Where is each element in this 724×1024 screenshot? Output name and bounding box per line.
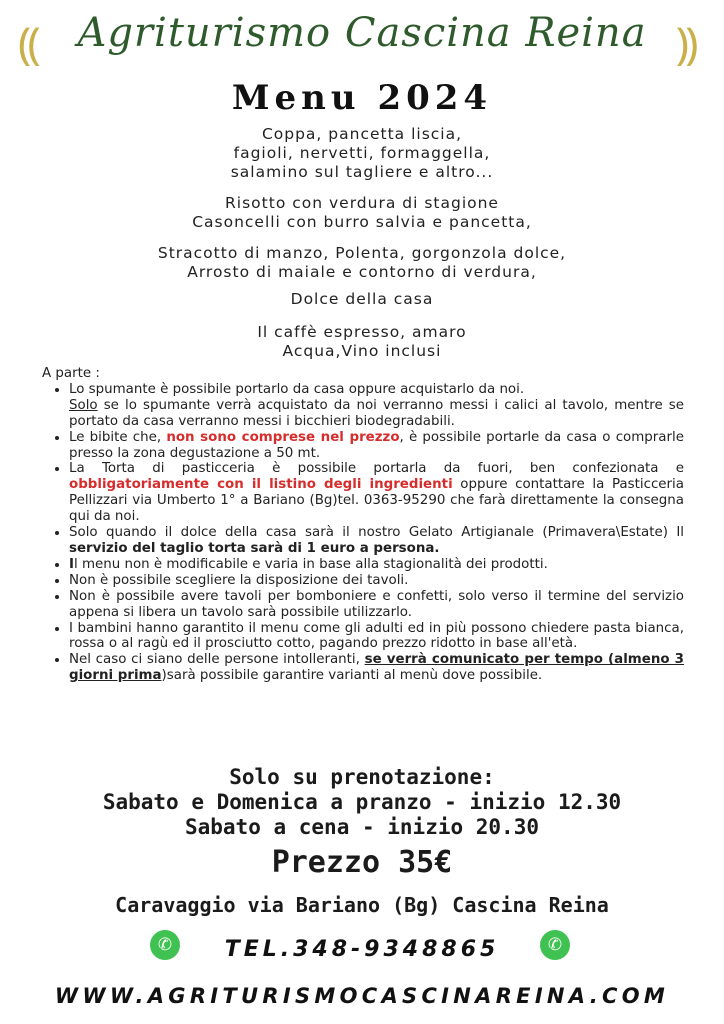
booking-lunch: Sabato e Domenica a pranzo - inizio 12.30 bbox=[102, 790, 622, 814]
list-item: • Non è possibile scegliere la disposizione dei tavoli. bbox=[69, 573, 684, 589]
list-item: • Il menu non è modificabile e varia in base alla stagionalità dei prodotti. bbox=[69, 557, 684, 573]
secondi-block bbox=[0, 244, 724, 282]
booking-dinner: Sabato a cena - inizio 20.30 bbox=[184, 815, 539, 839]
notes-heading: A parte : bbox=[42, 366, 100, 381]
list-item: • Lo spumante è possibile portarlo da casa oppure acquistarlo da noi. Solo se lo spumante verrà acquistato da noi verranno messi i calici al tavolo, mentre se portato da casa verranno messi i bicchieri biodegradabili. bbox=[69, 382, 684, 430]
list-item: • Non è possibile avere tavoli per bomboniere e confetti, solo verso il termine del servizio appena si libera un tavolo sarà possibile utilizzarlo. bbox=[69, 589, 684, 621]
whatsapp-icon: ✆ bbox=[150, 930, 180, 960]
menu-heading: Menu 2024 bbox=[231, 78, 493, 118]
extra-line: Il caffè espresso, amaro bbox=[257, 323, 467, 341]
website-link[interactable]: WWW.AGRITURISMOCASCINAREINA.COM bbox=[54, 984, 670, 1008]
list-item: • Solo quando il dolce della casa sarà il nostro Gelato Artigianale (Primavera\Estate) Il servizio del taglio torta sarà di 1 euro a persona. bbox=[69, 525, 684, 557]
phone-number[interactable]: TEL.348-9348865 bbox=[224, 937, 500, 962]
price: Prezzo 35€ bbox=[271, 845, 453, 880]
secondi-line: Arrosto di maiale e contorno di verdura, bbox=[187, 263, 537, 281]
extra-line: Acqua,Vino inclusi bbox=[282, 342, 442, 360]
notes-section bbox=[42, 366, 684, 684]
list-item: • I bambini hanno garantito il menu come gli adulti ed in più possono chiedere pasta bianca, rossa o al ragù ed il prosciutto cotto, pagando prezzo ridotto in base all'età. bbox=[69, 621, 684, 653]
antipasto-line: fagioli, nervetti, formaggella, bbox=[233, 144, 491, 162]
primi-line: Risotto con verdura di stagione bbox=[225, 194, 499, 212]
wheat-right-icon: ⸩ bbox=[676, 19, 699, 70]
primi-line: Casoncelli con burro salvia e pancetta, bbox=[192, 213, 532, 231]
wheat-left-icon: ⸨ bbox=[18, 19, 41, 70]
notes-list bbox=[42, 382, 684, 684]
extra-block bbox=[0, 323, 724, 361]
antipasto-line: salamino sul tagliere e altro... bbox=[230, 163, 494, 181]
whatsapp-icon: ✆ bbox=[540, 930, 570, 960]
primi-block bbox=[0, 194, 724, 232]
antipasto-line: Coppa, pancetta liscia, bbox=[261, 125, 463, 143]
booking-line: Solo su prenotazione: bbox=[229, 765, 495, 789]
dolce-line: Dolce della casa bbox=[290, 290, 434, 308]
address: Caravaggio via Bariano (Bg) Cascina Reina bbox=[115, 893, 609, 917]
list-item: • Nel caso ci siano delle persone intolleranti, se verrà comunicato per tempo (almeno 3 giorni prima)sarà possibile garantire varianti al menù dove possibile. bbox=[69, 652, 684, 684]
secondi-line: Stracotto di manzo, Polenta, gorgonzola dolce, bbox=[157, 244, 567, 262]
antipasto-block bbox=[0, 125, 724, 182]
list-item: • La Torta di pasticceria è possibile portarla da fuori, ben confezionata e obbligatoriamente con il listino degli ingredienti oppure contattare la Pasticceria Pellizzari via Umberto 1° a Bariano (Bg)tel. 0363-95290 che farà direttamente la consegna qui da noi. bbox=[69, 461, 684, 525]
list-item: • Le bibite che, non sono comprese nel prezzo, è possibile portarle da casa o comprarle presso la zona degustazione a 50 mt. bbox=[69, 430, 684, 462]
page-title: Agriturismo Cascina Reina bbox=[77, 10, 647, 56]
